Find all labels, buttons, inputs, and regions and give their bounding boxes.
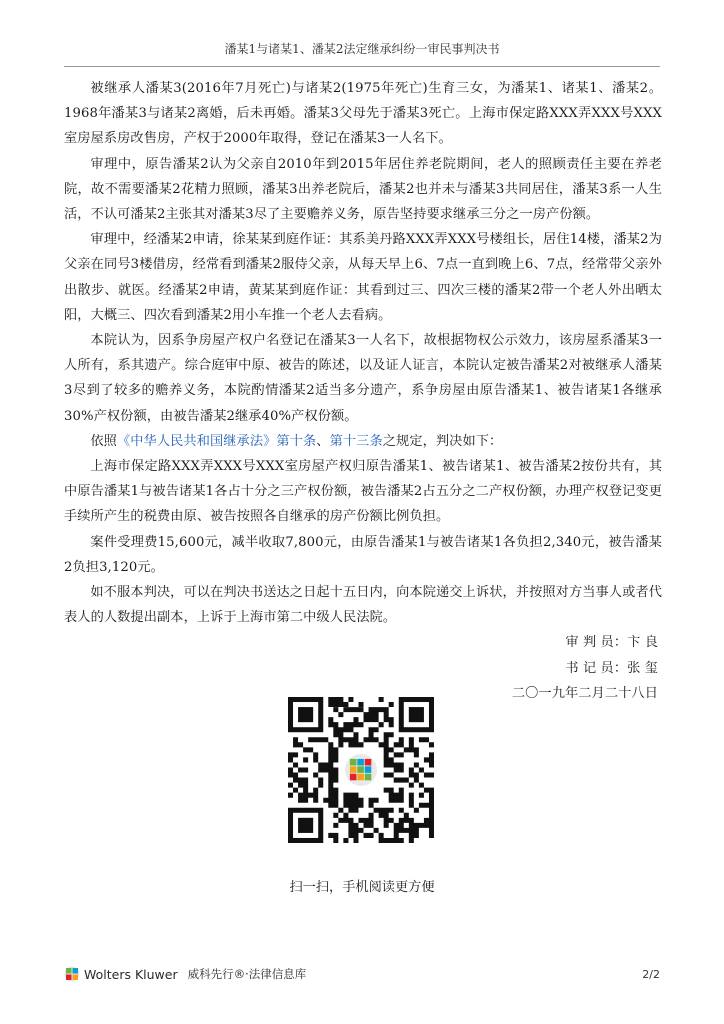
law-link-inheritance-law[interactable]: 《中华人民共和国继承法》 (116, 433, 277, 449)
brand-logo (64, 966, 306, 982)
qr-code-graphic (288, 697, 434, 843)
legal-basis-prefix: 依照 (90, 433, 117, 449)
law-link-article-10[interactable]: 第十条 (276, 433, 317, 449)
page-footer (64, 962, 660, 990)
wolters-kluwer-logo-icon (64, 966, 80, 982)
document-header (64, 32, 660, 67)
law-link-article-13[interactable]: 第十三条 (329, 433, 383, 449)
legal-basis-separator: 、 (316, 433, 330, 449)
paragraph-background: 被继承人潘某3(2016年7月死亡)与诸某2(1975年死亡)生育三女，为潘某1、诸某1、潘某2。1968年潘某3与诸某2离婚，后未再婚。潘某3父母先于潘某3死亡。上海市保定路XXX弄XXX号XXX室房屋系房改售房，产权于2000年取得，登记在潘某3一人名下。 (64, 81, 662, 147)
signature-date: 二〇一九年二月二十八日 (511, 685, 658, 701)
paragraph-appeal-notice: 如不服本判决，可以在判决书送达之日起十五日内，向本院递交上诉状，并按照对方当事人或者代表人的人数提出副本，上诉于上海市第二中级人民法院。 (64, 585, 662, 626)
paragraph-court-opinion: 本院认为，因系争房屋产权户名登记在潘某3一人名下，故根据物权公示效力，该房屋系潘某3一人所有，系其遗产。综合庭审中原、被告的陈述，以及证人证言，本院认定被告潘某2对被继承人潘某3尽到了较多的赡养义务，本院酌情潘某2适当多分遗产，系争房屋由原告潘某1、被告诸某1各继承30%产权份额，由被告潘某2继承40%产权份额。 (64, 333, 662, 424)
paragraph-witness-testimony: 审理中，经潘某2申请，徐某某到庭作证：其系美丹路XXX弄XXX号楼组长，居住14楼，潘某2为父亲在同号3楼借房，经常看到潘某2服侍父亲，从每天早上6、7点一直到晚上6、7点，经常带父亲外出散步、就医。经潘某2申请，黄某某到庭作证：其看到过三、四次三楼的潘某2带一个老人外出晒太阳，大概三、四次看到潘某2用小车推一个老人去看病。 (64, 232, 662, 323)
brand-name: Wolters Kluwer (84, 966, 178, 982)
qr-caption: 扫一扫，手机阅读更方便 (289, 880, 435, 895)
signature-judge: 审 判 员：卞 良 (565, 635, 658, 651)
qr-code[interactable] (288, 697, 434, 843)
paragraph-legal-basis (64, 429, 662, 454)
legal-basis-suffix: 之规定，判决如下： (382, 433, 503, 449)
judgment-body (64, 76, 662, 706)
paragraph-plaintiff-claim: 审理中，原告潘某2认为父亲自2010年到2015年居住养老院期间，老人的照顾责任主要在养老院，故不需要潘某2花精力照顾，潘某3出养老院后，潘某2也并未与潘某3共同居住，潘某3系一人生活，不认可潘某2主张其对潘某3尽了主要赡养义务，原告坚持要求继承三分之一房产份额。 (64, 156, 662, 223)
paragraph-court-fees: 案件受理费15,600元，减半收取7,800元，由原告潘某1与被告诸某1各负担2,340元，被告潘某2负担3,120元。 (64, 534, 662, 575)
signature-clerk: 书 记 员：张 玺 (565, 660, 658, 676)
paragraph-judgment-ruling: 上海市保定路XXX弄XXX号XXX室房屋产权归原告潘某1、被告诸某1、被告潘某2按份共有，其中原告潘某1与被告诸某1各占十分之三产权份额，被告潘某2占五分之二产权份额，办理产权登记变更手续所产生的税费由原、被告按照各自继承的房产份额比例负担。 (64, 459, 662, 525)
document-title: 潘某1与诸某1、潘某2法定继承纠纷一审民事判决书 (224, 42, 500, 56)
page-number: 2/2 (642, 968, 660, 981)
brand-name-cn: 威科先行®·法律信息库 (187, 967, 307, 981)
